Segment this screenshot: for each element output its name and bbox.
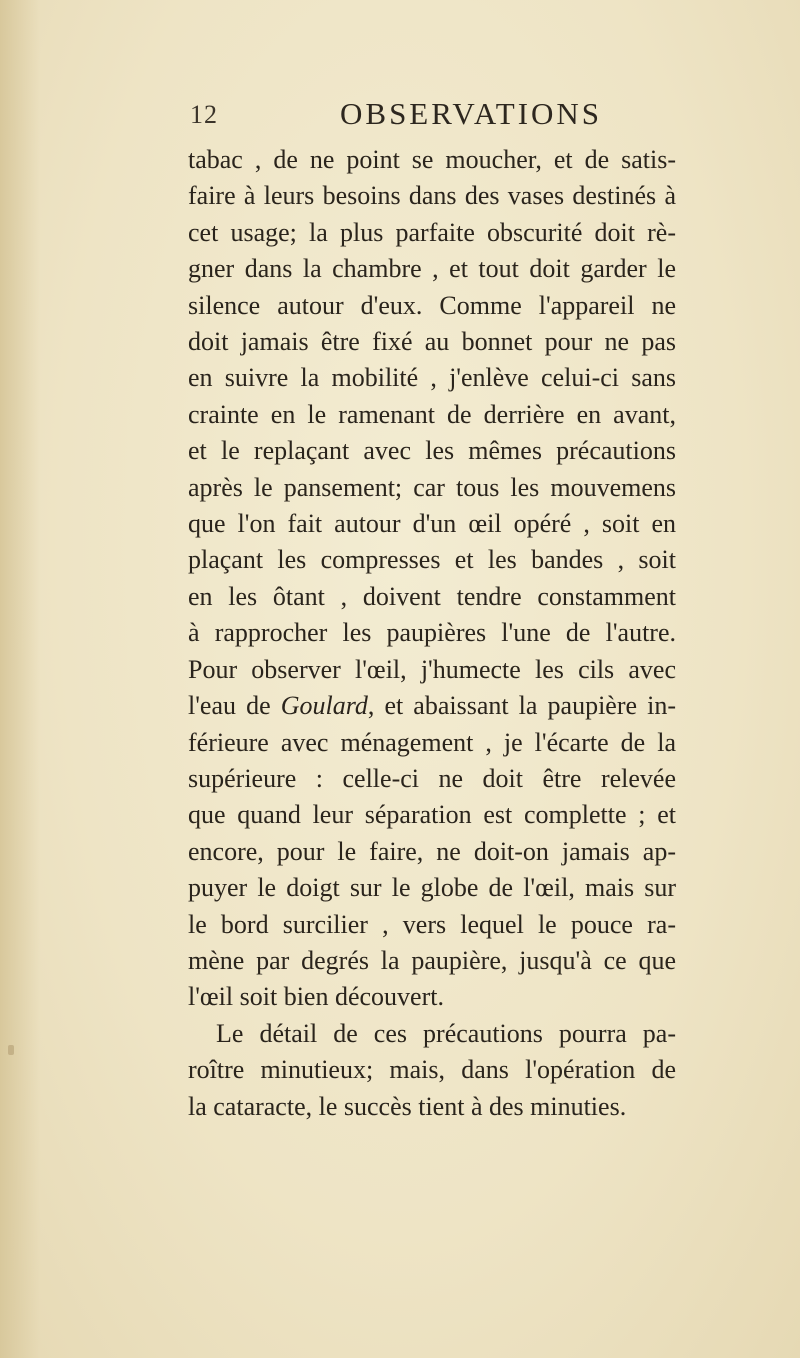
- body-text: [188, 142, 676, 1125]
- text-line: plaçant les compresses et les bandes , soit: [188, 545, 676, 575]
- page-number: 12: [190, 100, 218, 129]
- text-line: que quand leur séparation est complette ; et: [188, 800, 676, 830]
- text-run: , et abaissant la paupière in-: [367, 691, 676, 721]
- text-line: doit jamais être fixé au bonnet pour ne pas: [188, 327, 676, 357]
- text-line-with-italic: [188, 688, 676, 724]
- text-run: l'eau de: [188, 691, 281, 721]
- text-line: mène par degrés la paupière, jusqu'à ce que: [188, 945, 676, 975]
- text-line: le bord surcilier , vers lequel le pouce ra-: [188, 909, 676, 939]
- text-line: supérieure : celle-ci ne doit être relevée: [188, 763, 676, 793]
- text-line: puyer le doigt sur le globe de l'œil, mais sur: [188, 873, 676, 903]
- text-line: faire à leurs besoins dans des vases destinés à: [188, 181, 676, 211]
- text-line: à rapprocher les paupières l'une de l'autre.: [188, 618, 676, 648]
- text-line: roître minutieux; mais, dans l'opération de: [188, 1055, 676, 1085]
- text-line: tabac , de ne point se moucher, et de satis-: [188, 145, 676, 174]
- text-line: en les ôtant , doivent tendre constamment: [188, 581, 676, 611]
- paragraph-start-line: Le détail de ces précautions pourra pa-: [216, 1018, 676, 1048]
- text-line: férieure avec ménagement , je l'écarte de la: [188, 727, 676, 757]
- text-line: cet usage; la plus parfaite obscurité doit rè-: [188, 217, 676, 247]
- running-head: OBSERVATIONS: [340, 96, 603, 131]
- text-line: après le pansement; car tous les mouvemens: [188, 472, 676, 502]
- text-line: l'œil soit bien découvert.: [188, 982, 444, 1012]
- text-line: crainte en le ramenant de derrière en avant,: [188, 399, 676, 429]
- text-line: et le replaçant avec les mêmes précautions: [188, 436, 676, 466]
- text-line: encore, pour le faire, ne doit-on jamais ap-: [188, 836, 676, 866]
- text-line: la cataracte, le succès tient à des minuties.: [188, 1091, 627, 1121]
- italic-name-goulard: Goulard: [280, 691, 368, 721]
- text-line: que l'on fait autour d'un œil opéré , soit en: [188, 509, 676, 539]
- page-gutter-shadow: [0, 0, 40, 1358]
- page-header: [190, 96, 610, 136]
- text-line: silence autour d'eux. Comme l'appareil ne: [188, 290, 676, 320]
- text-line: gner dans la chambre , et tout doit garder le: [188, 254, 676, 284]
- text-line: en suivre la mobilité , j'enlève celui-ci sans: [188, 363, 676, 393]
- paper-stain: [8, 1045, 14, 1055]
- text-line: Pour observer l'œil, j'humecte les cils avec: [188, 654, 676, 684]
